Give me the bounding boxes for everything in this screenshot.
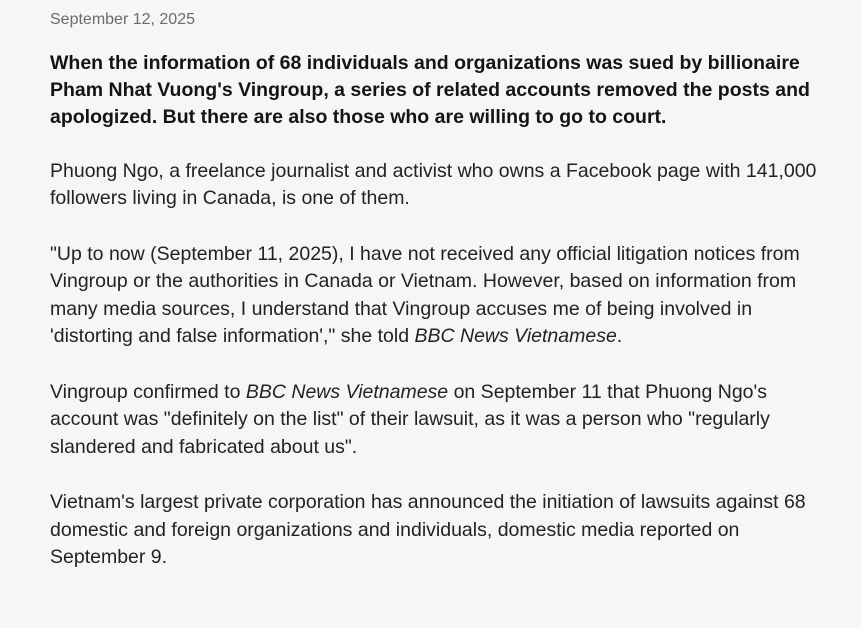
paragraph-3-start: Vingroup confirmed to	[50, 380, 246, 403]
article-date: September 12, 2025	[50, 11, 195, 28]
paragraph-4: Vietnam's largest private corporation has announced the initiation of lawsuits against 68 domestic and foreign organizations and individuals, domestic media reported on September 9.	[50, 491, 806, 569]
source-name: BBC News Vietnamese	[414, 325, 617, 348]
article-lead: When the information of 68 individuals and organizations was sued by billionaire Pham Nhat Vuong's Vingroup, a series of related accounts removed the posts and apologized. But there are also those who are willing to go to court.	[50, 52, 810, 129]
paragraph-1: Phuong Ngo, a freelance journalist and activist who owns a Facebook page with 141,000 followers living in Canada, is one of them.	[50, 159, 817, 210]
paragraph-3-text: on September 11 that Phuong Ngo's account was "definitely on the list" of their lawsuit, as it was a person who "regularly slandered and fabricated about us".	[50, 380, 770, 458]
source-name: BBC News Vietnamese	[245, 380, 449, 403]
paragraph-2-text: "Up to now (September 11, 2025), I have not received any official litigation notices from Vingroup or the authorities in Canada or Vietnam. However, based on information from many media sources, I understand that Vingroup accuses me of being involved in 'distorting and false information'," she told	[50, 242, 800, 348]
paragraph-2-end: .	[616, 325, 623, 348]
paragraph-2	[50, 241, 821, 351]
paragraph-3	[50, 379, 821, 462]
